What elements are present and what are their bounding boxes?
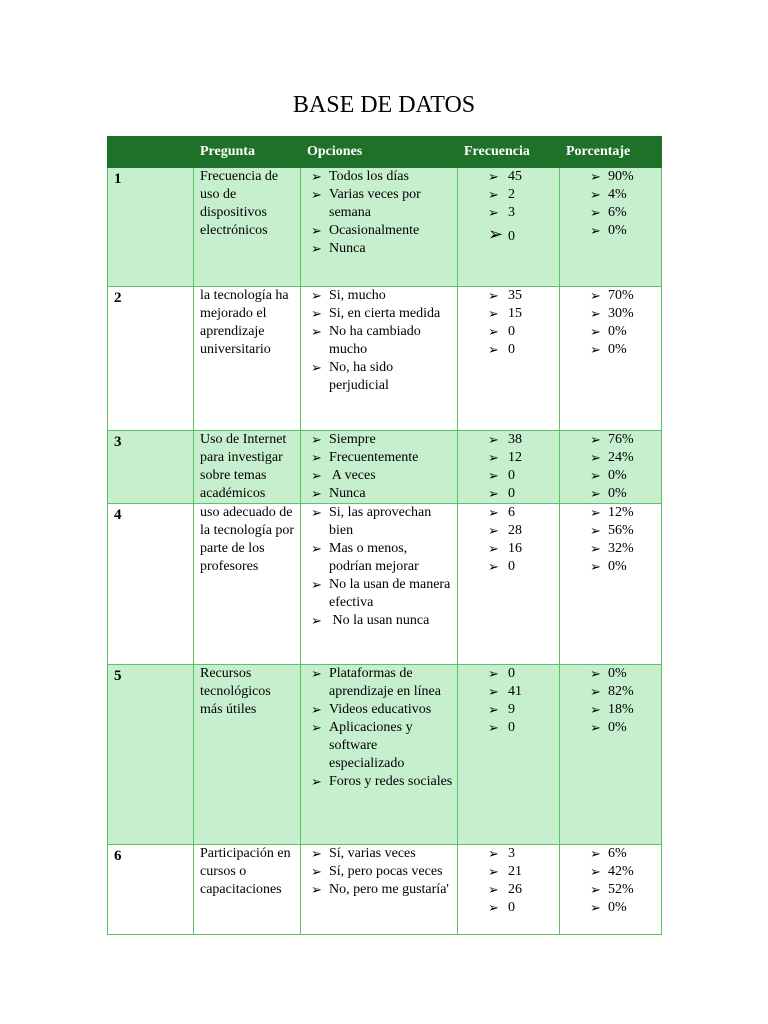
arrowhead-bullet-icon: ➢: [590, 846, 601, 861]
arrowhead-bullet-icon: ➢: [488, 468, 499, 483]
table-row: [108, 431, 662, 504]
question-cell: la tecnología ha mejorado el aprendizaje universitario: [194, 287, 301, 431]
table-header-row: [108, 137, 662, 168]
list-item: ➢ 0: [488, 324, 515, 339]
list-item: ➢ 0%: [590, 900, 627, 915]
arrowhead-bullet-icon: ➢: [590, 900, 601, 915]
frequency-cell: [458, 168, 560, 287]
list-item: ➢ No, ha sido perjudicial: [311, 360, 394, 393]
list-item: ➢ 41: [488, 684, 522, 699]
list-item: ➢ 12: [488, 450, 522, 465]
header-number: [108, 137, 194, 168]
list-item: ➢ 18%: [590, 702, 634, 717]
options-cell: [301, 845, 458, 935]
percentage-cell: [560, 504, 662, 665]
arrowhead-bullet-icon: ➢: [590, 486, 601, 501]
list-item: ➢ A veces: [311, 468, 376, 483]
arrowhead-bullet-icon: ➢: [311, 223, 322, 238]
arrowhead-bullet-icon: ➢: [590, 505, 601, 520]
table-row: [108, 504, 662, 665]
list-item: ➢ 82%: [590, 684, 634, 699]
arrowhead-bullet-icon: ➢: [488, 486, 499, 501]
frequency-cell: [458, 504, 560, 665]
percentage-cell: [560, 168, 662, 287]
arrowhead-bullet-icon: ➢: [488, 342, 499, 357]
list-item: ➢ 32%: [590, 541, 634, 556]
header-frecuencia: Frecuencia: [458, 137, 560, 168]
row-number: 3: [108, 431, 194, 504]
list-item: ➢ 0: [488, 486, 515, 501]
arrowhead-bullet-icon: ➢: [488, 523, 499, 538]
arrowhead-bullet-icon: ➢: [590, 523, 601, 538]
arrowhead-bullet-icon: ➢: [488, 900, 499, 915]
arrowhead-bullet-icon: ➢: [590, 223, 601, 238]
options-cell: [301, 504, 458, 665]
list-item: ➢ 6%: [590, 205, 627, 220]
row-number: 5: [108, 665, 194, 845]
list-item: ➢ No la usan de manera efectiva: [311, 577, 451, 610]
list-item: ➢ 0%: [590, 559, 627, 574]
question-cell: Recursos tecnológicos más útiles: [194, 665, 301, 845]
question-cell: uso adecuado de la tecnología por parte de los profesores: [194, 504, 301, 665]
list-item: ➢ 26: [488, 882, 522, 897]
arrowhead-bullet-icon: ➢: [311, 324, 322, 339]
document-title: BASE DE DATOS: [292, 92, 476, 118]
list-item: ➢ 9: [488, 702, 515, 717]
list-item: ➢ Si, las aprovechan bien: [311, 505, 432, 538]
arrowhead-bullet-icon: ➢: [311, 577, 322, 592]
options-cell: [301, 431, 458, 504]
row-number: 2: [108, 287, 194, 431]
list-item: ➢ 0: [488, 666, 515, 681]
arrowhead-bullet-icon: ➢: [488, 205, 499, 220]
list-item: ➢ Mas o menos, podrían mejorar: [311, 541, 419, 574]
arrowhead-bullet-icon: ➢: [590, 541, 601, 556]
list-item: ➢ 0%: [590, 720, 627, 735]
list-item: ➢ 0: [488, 342, 515, 357]
list-item: ➢ 0%: [590, 342, 627, 357]
arrowhead-bullet-icon: ➢: [311, 666, 322, 681]
list-item: ➢ 0: [488, 559, 515, 574]
list-item: ➢ 0: [488, 468, 515, 483]
arrowhead-bullet-icon: ➢: [590, 306, 601, 321]
list-item: ➢ Sí, varias veces: [311, 846, 416, 861]
arrowhead-bullet-icon: ➢: [590, 684, 601, 699]
arrowhead-bullet-icon: ➢: [488, 224, 504, 244]
arrowhead-bullet-icon: ➢: [590, 882, 601, 897]
table-row: [108, 168, 662, 287]
options-cell: [301, 168, 458, 287]
list-item: ➢ Varias veces por semana: [311, 187, 421, 220]
question-cell: Participación en cursos o capacitaciones: [194, 845, 301, 935]
arrowhead-bullet-icon: ➢: [488, 450, 499, 465]
list-item: ➢ 76%: [590, 432, 634, 447]
arrowhead-bullet-icon: ➢: [311, 432, 322, 447]
arrowhead-bullet-icon: ➢: [311, 288, 322, 303]
list-item: ➢ 21: [488, 864, 522, 879]
list-item: ➢ 0: [488, 224, 515, 244]
arrowhead-bullet-icon: ➢: [488, 864, 499, 879]
arrowhead-bullet-icon: ➢: [488, 432, 499, 447]
list-item: ➢ 45: [488, 169, 522, 184]
list-item: ➢ 52%: [590, 882, 634, 897]
arrowhead-bullet-icon: ➢: [311, 882, 322, 897]
header-porcentaje: Porcentaje: [560, 137, 662, 168]
arrowhead-bullet-icon: ➢: [488, 846, 499, 861]
options-cell: [301, 665, 458, 845]
arrowhead-bullet-icon: ➢: [590, 187, 601, 202]
list-item: ➢ 0%: [590, 468, 627, 483]
list-item: ➢ Sí, pero pocas veces: [311, 864, 443, 879]
arrowhead-bullet-icon: ➢: [311, 306, 322, 321]
arrowhead-bullet-icon: ➢: [590, 205, 601, 220]
list-item: ➢ 0%: [590, 324, 627, 339]
arrowhead-bullet-icon: ➢: [590, 450, 601, 465]
list-item: ➢ Ocasionalmente: [311, 223, 420, 238]
arrowhead-bullet-icon: ➢: [488, 306, 499, 321]
row-number: 6: [108, 845, 194, 935]
header-pregunta: Pregunta: [194, 137, 301, 168]
list-item: ➢ Frecuentemente: [311, 450, 419, 465]
data-table: [107, 136, 662, 935]
arrowhead-bullet-icon: ➢: [311, 505, 322, 520]
list-item: ➢ Nunca: [311, 486, 366, 501]
percentage-cell: [560, 287, 662, 431]
arrowhead-bullet-icon: ➢: [590, 864, 601, 879]
arrowhead-bullet-icon: ➢: [590, 666, 601, 681]
frequency-cell: [458, 845, 560, 935]
arrowhead-bullet-icon: ➢: [311, 360, 322, 375]
percentage-cell: [560, 431, 662, 504]
percentage-cell: [560, 665, 662, 845]
list-item: ➢ 0: [488, 720, 515, 735]
arrowhead-bullet-icon: ➢: [488, 324, 499, 339]
arrowhead-bullet-icon: ➢: [311, 468, 322, 483]
arrowhead-bullet-icon: ➢: [311, 241, 322, 256]
question-cell: Frecuencia de uso de dispositivos electrónicos: [194, 168, 301, 287]
frequency-cell: [458, 665, 560, 845]
list-item: ➢ 30%: [590, 306, 634, 321]
list-item: ➢ 4%: [590, 187, 627, 202]
list-item: ➢ Plataformas de aprendizaje en línea: [311, 666, 441, 699]
arrowhead-bullet-icon: ➢: [311, 702, 322, 717]
list-item: ➢ 6%: [590, 846, 627, 861]
list-item: ➢ 3: [488, 846, 515, 861]
question-cell: Uso de Internet para investigar sobre temas académicos: [194, 431, 301, 504]
arrowhead-bullet-icon: ➢: [590, 169, 601, 184]
row-number: 1: [108, 168, 194, 287]
arrowhead-bullet-icon: ➢: [488, 666, 499, 681]
list-item: ➢ 12%: [590, 505, 634, 520]
table-row: [108, 665, 662, 845]
arrowhead-bullet-icon: ➢: [311, 774, 322, 789]
list-item: ➢ Siempre: [311, 432, 376, 447]
arrowhead-bullet-icon: ➢: [311, 541, 322, 556]
arrowhead-bullet-icon: ➢: [488, 505, 499, 520]
percentage-cell: [560, 845, 662, 935]
list-item: ➢ 0%: [590, 223, 627, 238]
arrowhead-bullet-icon: ➢: [311, 169, 322, 184]
list-item: ➢ Todos los días: [311, 169, 409, 184]
arrowhead-bullet-icon: ➢: [488, 559, 499, 574]
list-item: ➢ Foros y redes sociales: [311, 774, 453, 789]
header-opciones: Opciones: [301, 137, 458, 168]
list-item: ➢ 0%: [590, 666, 627, 681]
arrowhead-bullet-icon: ➢: [590, 342, 601, 357]
options-cell: [301, 287, 458, 431]
list-item: ➢ 3: [488, 205, 515, 220]
frequency-cell: [458, 431, 560, 504]
arrowhead-bullet-icon: ➢: [311, 613, 322, 628]
row-number: 4: [108, 504, 194, 665]
arrowhead-bullet-icon: ➢: [311, 720, 322, 735]
arrowhead-bullet-icon: ➢: [488, 720, 499, 735]
arrowhead-bullet-icon: ➢: [488, 702, 499, 717]
list-item: ➢ Si, en cierta medida: [311, 306, 441, 321]
arrowhead-bullet-icon: ➢: [488, 541, 499, 556]
list-item: ➢ No la usan nunca: [311, 613, 430, 628]
list-item: ➢ 28: [488, 523, 522, 538]
table-row: [108, 287, 662, 431]
list-item: ➢ No ha cambiado mucho: [311, 324, 421, 357]
arrowhead-bullet-icon: ➢: [590, 702, 601, 717]
list-item: ➢ Nunca: [311, 241, 366, 256]
table-row: [108, 845, 662, 935]
arrowhead-bullet-icon: ➢: [590, 324, 601, 339]
list-item: ➢ 70%: [590, 288, 634, 303]
arrowhead-bullet-icon: ➢: [590, 288, 601, 303]
list-item: ➢ 16: [488, 541, 522, 556]
arrowhead-bullet-icon: ➢: [488, 169, 499, 184]
list-item: ➢ 56%: [590, 523, 634, 538]
list-item: ➢ 2: [488, 187, 515, 202]
arrowhead-bullet-icon: ➢: [488, 187, 499, 202]
arrowhead-bullet-icon: ➢: [590, 468, 601, 483]
arrowhead-bullet-icon: ➢: [311, 486, 322, 501]
list-item: ➢ No, pero me gustaría': [311, 882, 449, 897]
list-item: ➢ 24%: [590, 450, 634, 465]
list-item: ➢ 35: [488, 288, 522, 303]
arrowhead-bullet-icon: ➢: [590, 432, 601, 447]
arrowhead-bullet-icon: ➢: [488, 684, 499, 699]
arrowhead-bullet-icon: ➢: [488, 882, 499, 897]
list-item: ➢ 42%: [590, 864, 634, 879]
list-item: ➢ 15: [488, 306, 522, 321]
list-item: ➢ 0: [488, 900, 515, 915]
arrowhead-bullet-icon: ➢: [311, 187, 322, 202]
list-item: ➢ 90%: [590, 169, 634, 184]
list-item: ➢ 6: [488, 505, 515, 520]
arrowhead-bullet-icon: ➢: [311, 450, 322, 465]
arrowhead-bullet-icon: ➢: [590, 559, 601, 574]
arrowhead-bullet-icon: ➢: [311, 846, 322, 861]
list-item: ➢ 0%: [590, 486, 627, 501]
arrowhead-bullet-icon: ➢: [590, 720, 601, 735]
list-item: ➢ Si, mucho: [311, 288, 386, 303]
list-item: ➢ Videos educativos: [311, 702, 432, 717]
arrowhead-bullet-icon: ➢: [488, 288, 499, 303]
list-item: ➢ 38: [488, 432, 522, 447]
list-item: ➢ Aplicaciones y software especializado: [311, 720, 413, 771]
frequency-cell: [458, 287, 560, 431]
arrowhead-bullet-icon: ➢: [311, 864, 322, 879]
